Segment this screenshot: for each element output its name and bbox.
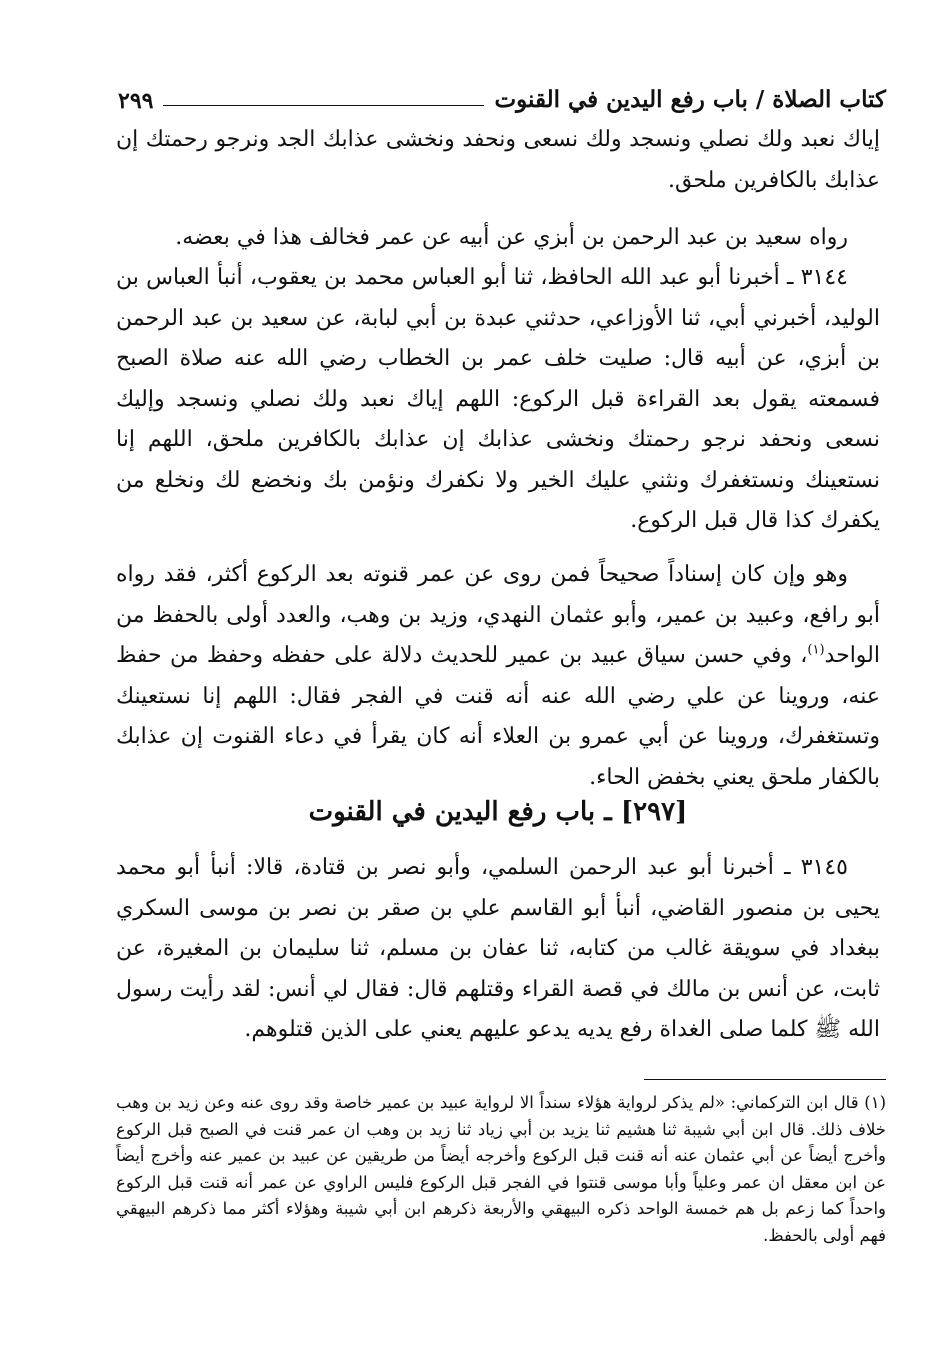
footnote-reference-marker: (١) (807, 642, 825, 658)
hadith-3145: ٣١٤٥ ـ أخبرنا أبو عبد الرحمن السلمي، وأبو نصر بن قتادة، قالا: أنبأ أبو محمد يحيى بن منصور القاضي، أنبأ أبو القاسم علي بن صقر بن نصر بن موسى السكري ببغداد في سويقة غالب من كتابه، ثنا عفان بن مسلم، ثنا سليمان بن المغيرة، عن ثابت، عن أنس بن مالك في قصة القراء وقتلهم قال: فقال لي أنس: لقد رأيت رسول الله ﷺ كلما صلى الغداة رفع يديه يدعو عليهم يعني على الذين قتلوهم. (116, 855, 880, 1042)
running-header-title: كتاب الصلاة / باب رفع اليدين في القنوت (494, 86, 886, 114)
commentary-text-part-2: ، وفي حسن سياق عبيد بن عمير للحديث دلالة على حفظه وحفظ من حفظ عنه، وروينا عن علي رضي الله عنه أنه قنت في الفجر فقال: اللهم إنا نستعينك وتستغفرك، وروينا عن أبي عمرو بن العلاء أنه كان يقرأ في دعاء القنوت إن عذابك بالكفار ملحق يعني بخفض الحاء. (116, 643, 880, 790)
hadith-3144: ٣١٤٤ ـ أخبرنا أبو عبد الله الحافظ، ثنا أبو العباس محمد بن يعقوب، أنبأ العباس بن الوليد، أخبرني أبي، ثنا الأوزاعي، حدثني عبدة بن أبي لبابة، عن سعيد بن عبد الرحمن بن أبزي، عن أبيه قال: صليت خلف عمر بن الخطاب رضي الله عنه صلاة الصبح فسمعته يقول بعد القراءة قبل الركوع: اللهم إياك نعبد ولك نصلي ونسجد وإليك نسعى ونحفد نرجو رحمتك ونخشى عذابك إن عذابك بالكافرين ملحق، اللهم إنا نستعينك ونستغفرك ونثني عليك الخير ولا نكفرك ونؤمن بك ونخضع لك ونخلع من يكفرك كذا قال قبل الركوع. (116, 265, 880, 533)
commentary-text-part-1: وهو وإن كان إسناداً صحيحاً فمن روى عن عمر قنوته بعد الركوع أكثر، فقد رواه أبو رافع، وعبيد بن عمير، وأبو عثمان النهدي، وزيد بن وهب، والعدد أولى بالحفظ من الواحد (116, 562, 880, 668)
paragraph-continuation: إياك نعبد ولك نصلي ونسجد ولك نسعى ونحفد ونخشى عذابك الجد ونرجو رحمتك إن عذابك بالكافرين ملحق. (116, 127, 880, 193)
running-header (118, 68, 886, 114)
footnote-1: (١) قال ابن التركماني: «لم يذكر لرواية هؤلاء سنداً الا لرواية عبيد بن عمير خاصة وقد روى عنه وعن زيد بن وهب خلاف ذلك. قال ابن أبي شيبة ثنا هشيم ثنا يزيد بن أبي زياد ثنا زيد بن وهب ان عمر قنت في الصبح قبل الركوع وأخرج أيضاً عن أبي عثمان عنه أنه قنت قبل الركوع وأخرجه أيضاً من طريقين عن عبيد بن عمير عنه وأخرج أيضاً عن ابن معقل ان عمر وعلياً وأبا موسى قنتوا في الفجر قبل الركوع فليس الراوي عن عمر أنه قنت قبل الركوع واحداً كما زعم بل هم خمسة الواحد ذكره البيهقي والأربعة ذكرهم ابن أبي شيبة وهؤلاء أكثر مما ذكرهم البيهقي فهم أولى بالحفظ. (116, 1093, 886, 1245)
footnote-separator (644, 1079, 886, 1080)
paragraph-riwaya-note: رواه سعيد بن عبد الرحمن بن أبزي عن أبيه عن عمر فخالف هذا في بعضه. (175, 225, 848, 250)
page-number: ٢٩٩ (118, 87, 154, 114)
paragraph-commentary (116, 555, 880, 798)
chapter-heading: [٢٩٧] ـ باب رفع اليدين في القنوت (308, 797, 688, 827)
header-rule (163, 105, 484, 106)
